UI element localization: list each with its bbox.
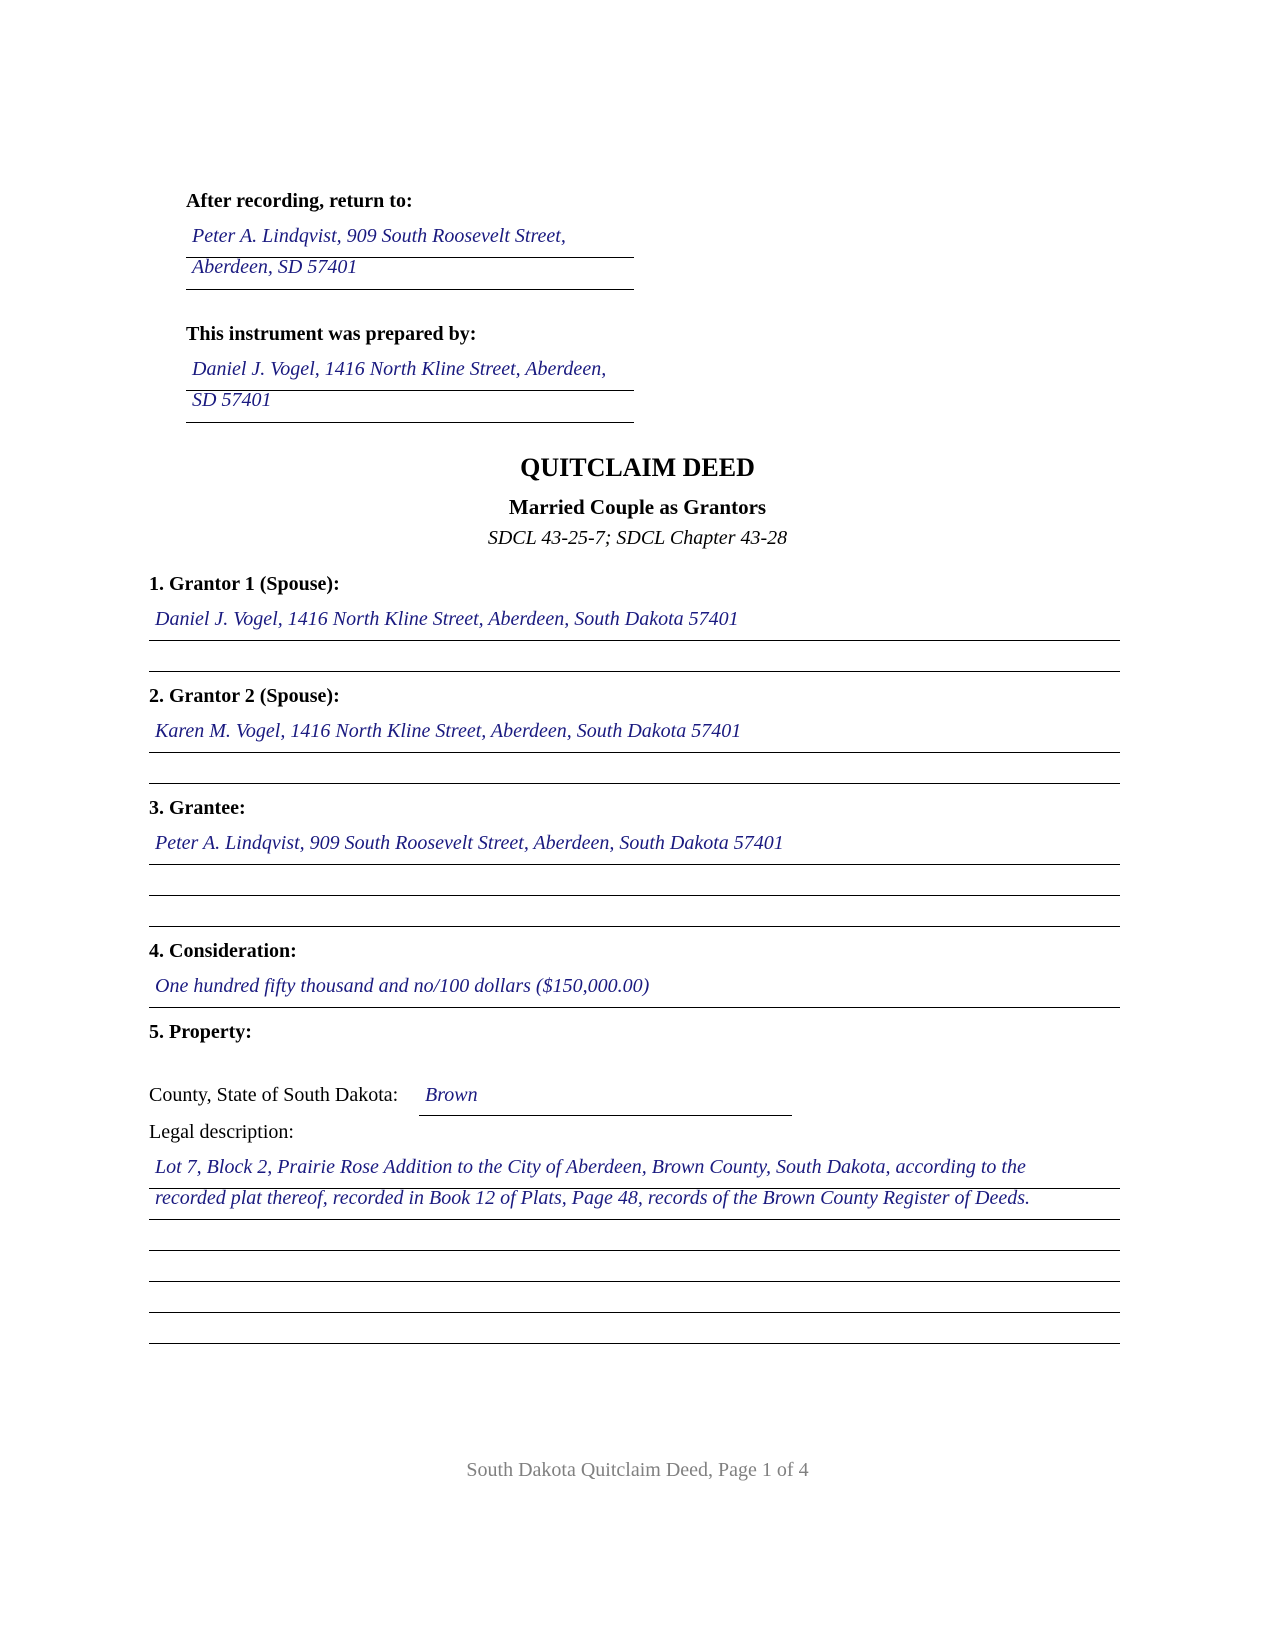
return-to-label: After recording, return to:: [186, 190, 413, 212]
county-rule: [419, 1115, 792, 1116]
return-to-line1[interactable]: Peter A. Lindqvist, 909 South Roosevelt Street,: [192, 225, 566, 247]
consideration-rule: [149, 1007, 1120, 1008]
legal-rule-6: [149, 1343, 1120, 1344]
legal-rule-4: [149, 1281, 1120, 1282]
consideration-label: 4. Consideration:: [149, 940, 297, 962]
statute-citation: SDCL 43-25-7; SDCL Chapter 43-28: [487, 527, 788, 549]
return-to-rule-2: [186, 289, 634, 290]
page-subtitle: Married Couple as Grantors: [508, 495, 767, 519]
grantee-rule-2: [149, 895, 1120, 896]
grantee-rule-3: [149, 926, 1120, 927]
county-label: County, State of South Dakota:: [149, 1084, 399, 1106]
legal-rule-5: [149, 1312, 1120, 1313]
legal-description-line1[interactable]: Lot 7, Block 2, Prairie Rose Addition to the City of Aberdeen, Brown County, South Dakota, according to the: [155, 1156, 1026, 1178]
legal-rule-3: [149, 1250, 1120, 1251]
county-field[interactable]: Brown: [425, 1084, 478, 1106]
page-title: QUITCLAIM DEED: [520, 453, 755, 482]
property-label: 5. Property:: [149, 1021, 252, 1043]
grantor1-rule-2: [149, 671, 1120, 672]
grantor1-rule-1: [149, 640, 1120, 641]
grantor2-field[interactable]: Karen M. Vogel, 1416 North Kline Street, Aberdeen, South Dakota 57401: [155, 720, 742, 742]
grantee-field[interactable]: Peter A. Lindqvist, 909 South Roosevelt Street, Aberdeen, South Dakota 57401: [155, 832, 784, 854]
prepared-by-line2[interactable]: SD 57401: [192, 389, 272, 411]
consideration-field[interactable]: One hundred fifty thousand and no/100 dollars ($150,000.00): [155, 975, 650, 997]
legal-rule-2: [149, 1219, 1120, 1220]
prepared-by-rule-2: [186, 422, 634, 423]
prepared-by-line1[interactable]: Daniel J. Vogel, 1416 North Kline Street, Aberdeen,: [192, 358, 607, 380]
grantor2-rule-1: [149, 752, 1120, 753]
grantor1-label: 1. Grantor 1 (Spouse):: [149, 573, 340, 595]
grantee-rule-1: [149, 864, 1120, 865]
grantor2-rule-2: [149, 783, 1120, 784]
page-footer: South Dakota Quitclaim Deed, Page 1 of 4: [466, 1459, 809, 1481]
grantor2-label: 2. Grantor 2 (Spouse):: [149, 685, 340, 707]
prepared-by-label: This instrument was prepared by:: [186, 323, 477, 345]
legal-description-label: Legal description:: [149, 1121, 294, 1143]
legal-description-line2[interactable]: recorded plat thereof, recorded in Book 12 of Plats, Page 48, records of the Brown County Register of Deeds.: [155, 1187, 1031, 1209]
grantee-label: 3. Grantee:: [149, 797, 246, 819]
grantor1-field[interactable]: Daniel J. Vogel, 1416 North Kline Street, Aberdeen, South Dakota 57401: [155, 608, 739, 630]
return-to-line2[interactable]: Aberdeen, SD 57401: [192, 256, 358, 278]
